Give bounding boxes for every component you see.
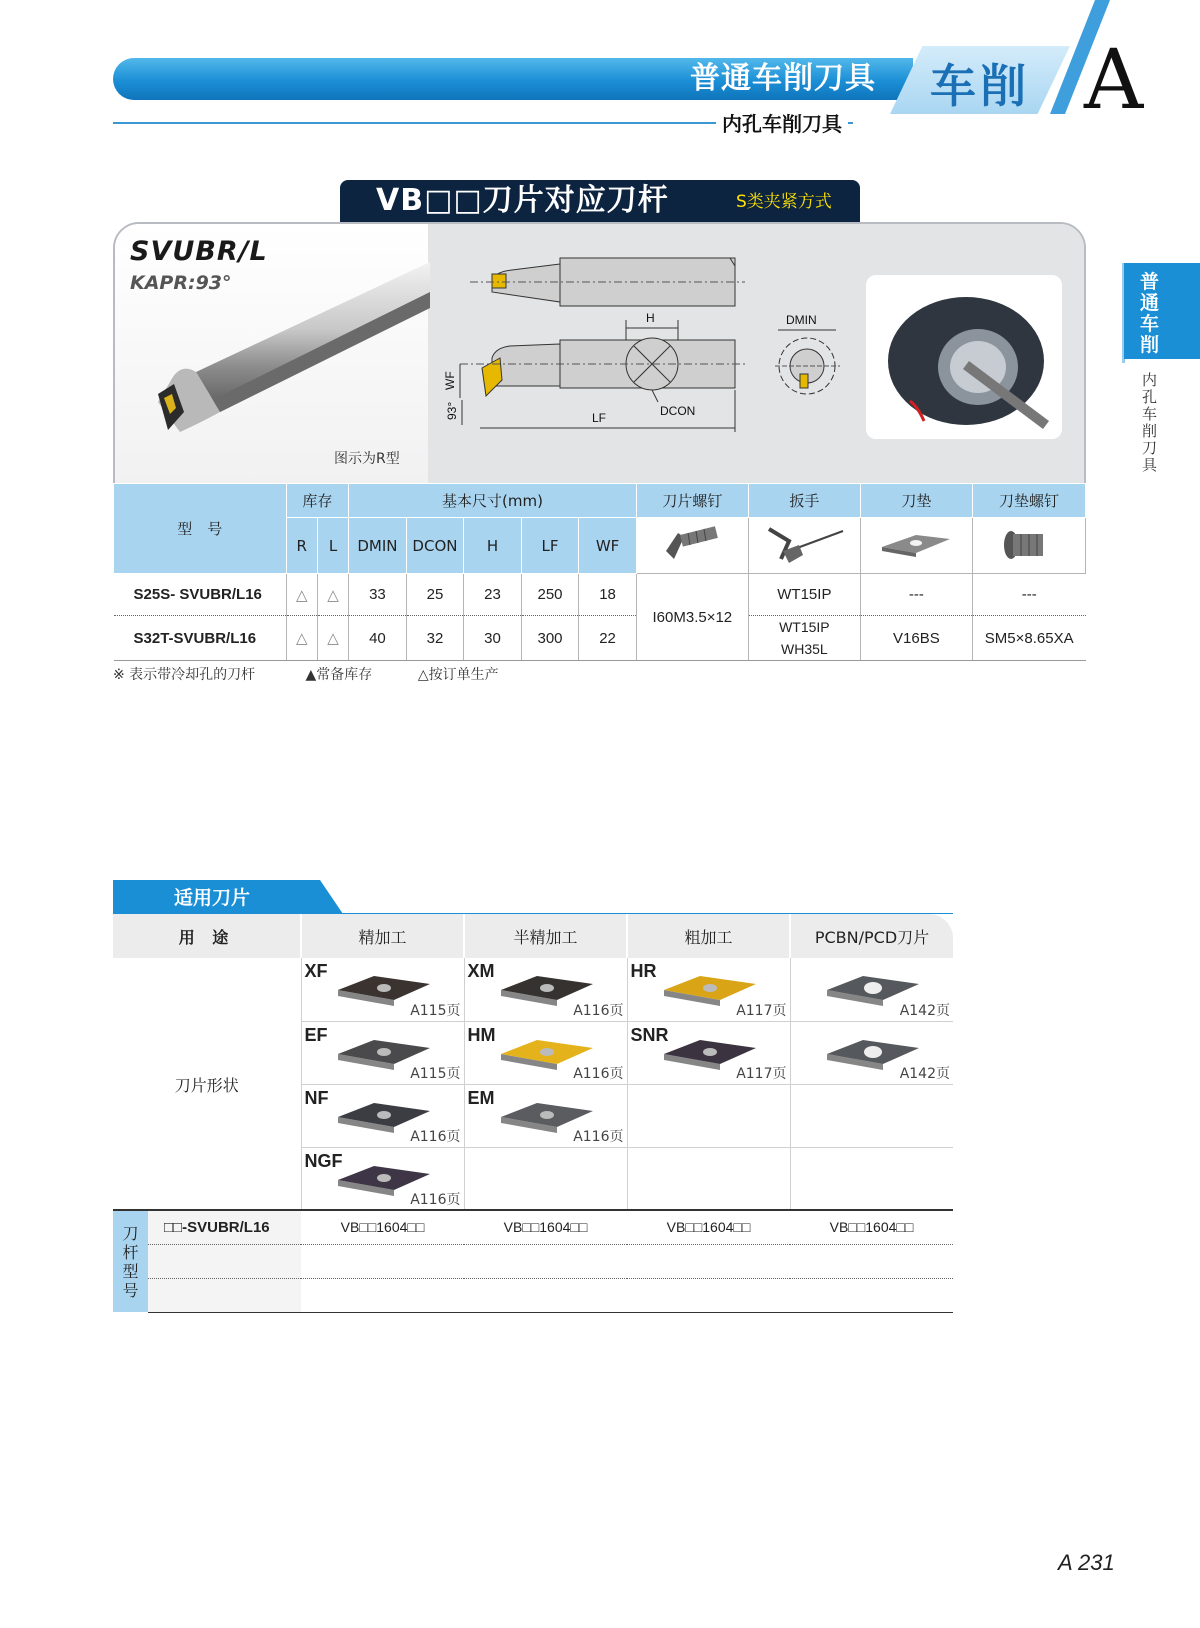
legend-coolant: ※ 表示带冷却孔的刀杆	[113, 667, 256, 683]
insert-cell[interactable]	[464, 958, 627, 1021]
holder-label-text: 刀杆型号	[122, 1223, 139, 1300]
dmin-drawing	[770, 308, 846, 408]
empty-cell	[790, 1147, 953, 1210]
insert-code: NF	[304, 1087, 329, 1108]
insert-code: HM	[467, 1024, 496, 1045]
insert-page-ref: A116页	[410, 1191, 461, 1208]
insert-page-ref: A116页	[573, 1128, 624, 1145]
screw-icon	[636, 518, 748, 574]
wrench-secondary: WH35L	[781, 641, 828, 657]
col-dmin: DMIN	[349, 518, 407, 574]
row-r: △	[286, 616, 317, 661]
row-lf: 250	[521, 574, 579, 616]
row-shim: V16BS	[860, 616, 972, 661]
insert-hole	[540, 984, 554, 992]
insert-hole	[703, 1048, 717, 1056]
legend-stock: ▲常备库存	[305, 667, 373, 683]
header-category: 普通车削刀具	[690, 61, 876, 96]
application-photo	[866, 275, 1062, 439]
insert-code: XM	[467, 961, 495, 981]
row-dcon: 25	[406, 574, 464, 616]
insert-code: NGF	[304, 1150, 343, 1171]
row-model: S25S- SVUBR/L16	[114, 574, 287, 616]
row-lf: 300	[521, 616, 579, 661]
insert-screw: I60M3.5×12	[636, 574, 748, 661]
row-wf: 18	[579, 574, 637, 616]
insert-cell[interactable]	[627, 958, 790, 1021]
insert-page-ref: A142页	[899, 1002, 950, 1019]
banner-clamp-type: S类夹紧方式	[736, 192, 832, 212]
col-finish: 精加工	[301, 914, 464, 958]
insert-hole	[377, 984, 391, 992]
holder-name-empty	[148, 1244, 301, 1278]
insert-hole	[540, 1048, 554, 1056]
insert-code: EF	[304, 1024, 328, 1045]
insert-page-ref: A117页	[736, 1065, 787, 1082]
legend-order: △按订单生产	[417, 667, 499, 683]
insert-page-ref: A116页	[573, 1065, 624, 1082]
model-kapr: KAPR:93°	[130, 272, 232, 294]
row-wf: 22	[579, 616, 637, 661]
holder-semi: VB□□1604□□	[464, 1210, 627, 1244]
insert-page-ref: A115页	[410, 1002, 461, 1019]
row-shim-screw: SM5×8.65XA	[972, 616, 1085, 661]
col-stock: 库存	[286, 484, 349, 518]
col-pcbn: PCBN/PCD刀片	[790, 914, 953, 958]
empty-cell	[790, 1084, 953, 1147]
row-model: S32T-SVUBR/L16	[114, 616, 287, 661]
col-shim-screw: 刀垫螺钉	[972, 484, 1085, 518]
insert-page-ref: A116页	[410, 1128, 461, 1145]
row-l: △	[317, 574, 348, 616]
wrench-icon	[748, 518, 860, 574]
header-subcategory: 内孔车削刀具	[716, 108, 848, 137]
table-row	[114, 574, 1086, 616]
insert-hole	[864, 1046, 882, 1058]
row-wrench	[748, 616, 860, 661]
page-number: A 231	[1058, 1550, 1115, 1575]
insert-cell[interactable]	[301, 1147, 464, 1210]
empty-cell	[464, 1147, 627, 1210]
col-model: 型 号	[114, 484, 287, 574]
insert-cell[interactable]	[301, 958, 464, 1021]
inserts-table	[113, 914, 953, 1211]
insert-cell[interactable]	[790, 1021, 953, 1084]
col-dcon: DCON	[406, 518, 464, 574]
shim-screw-icon	[972, 518, 1085, 574]
side-tab-label[interactable]: 普通车削	[1140, 271, 1160, 356]
holder-row	[113, 1278, 953, 1312]
dim-dmin: DMIN	[786, 313, 817, 327]
col-h: H	[464, 518, 522, 574]
holder-label	[113, 1210, 148, 1312]
insert-code: HR	[630, 961, 657, 981]
insert-hole	[377, 1048, 391, 1056]
inserts-title: 适用刀片	[174, 887, 251, 909]
photo-note: 图示为R型	[334, 451, 400, 467]
insert-page-ref: A116页	[573, 1002, 624, 1019]
row-shim: ---	[860, 574, 972, 616]
dim-lf: LF	[592, 411, 607, 425]
col-semi-finish: 半精加工	[464, 914, 627, 958]
spec-table	[113, 483, 1086, 661]
insert-hole	[864, 982, 882, 994]
insert-cell[interactable]	[627, 1021, 790, 1084]
insert-cell[interactable]	[464, 1021, 627, 1084]
insert-page-ref: A117页	[736, 1002, 787, 1019]
col-shim: 刀垫	[860, 484, 972, 518]
col-wrench: 扳手	[748, 484, 860, 518]
dim-angle: 93°	[445, 401, 459, 420]
row-dmin: 33	[349, 574, 407, 616]
table-row	[114, 616, 1086, 661]
section-letter: A	[1084, 33, 1144, 128]
col-rough: 粗加工	[627, 914, 790, 958]
shim-icon	[860, 518, 972, 574]
holder-row	[113, 1210, 953, 1244]
row-h: 23	[464, 574, 522, 616]
holder-name-empty	[148, 1278, 301, 1312]
insert-cell[interactable]	[301, 1084, 464, 1147]
row-shim-screw: ---	[972, 574, 1085, 616]
holder-row	[113, 1244, 953, 1278]
insert-cell[interactable]	[464, 1084, 627, 1147]
insert-hole	[377, 1174, 391, 1182]
insert-code: XF	[304, 961, 328, 981]
col-l: L	[317, 518, 348, 574]
holder-empty	[301, 1278, 953, 1312]
row-dmin: 40	[349, 616, 407, 661]
holder-pcbn: VB□□1604□□	[790, 1210, 953, 1244]
header-tab[interactable]: 车削	[930, 59, 1030, 113]
col-r: R	[286, 518, 317, 574]
insert-hole	[540, 1111, 554, 1119]
col-basic-dims: 基本尺寸(mm)	[349, 484, 637, 518]
insert-cell[interactable]	[790, 958, 953, 1021]
row-l: △	[317, 616, 348, 661]
insert-hole	[703, 984, 717, 992]
tool-drawing	[440, 250, 760, 450]
shape-label: 刀片形状	[113, 958, 301, 1210]
empty-cell	[627, 1147, 790, 1210]
row-dcon: 32	[406, 616, 464, 661]
insert-cell[interactable]	[301, 1021, 464, 1084]
col-lf: LF	[521, 518, 579, 574]
row-h: 30	[464, 616, 522, 661]
legend	[113, 664, 499, 684]
holder-finish: VB□□1604□□	[301, 1210, 464, 1244]
insert-hole	[377, 1111, 391, 1119]
dim-dcon: DCON	[660, 404, 696, 418]
dim-wf: WF	[443, 371, 457, 390]
row-r: △	[286, 574, 317, 616]
col-wf: WF	[579, 518, 637, 574]
wrench-primary: WT15IP	[779, 619, 830, 635]
holder-name[interactable]: □□-SVUBR/L16	[148, 1210, 301, 1244]
insert-code: SNR	[630, 1024, 669, 1045]
holder-empty	[301, 1244, 953, 1278]
insert-page-ref: A115页	[410, 1065, 461, 1082]
insert-page-ref: A142页	[899, 1065, 950, 1082]
row-wrench: WT15IP	[748, 574, 860, 616]
holder-table	[113, 1209, 953, 1313]
col-use: 用 途	[113, 914, 301, 958]
dim-h: H	[646, 311, 655, 325]
col-insert-screw: 刀片螺钉	[636, 484, 748, 518]
empty-cell	[627, 1084, 790, 1147]
model-name: SVUBR/L	[130, 236, 268, 267]
insert-code: EM	[467, 1087, 495, 1108]
side-tab-sub: 内孔车削刀具	[1142, 371, 1158, 474]
banner-title: VB□□刀片对应刀杆	[376, 183, 669, 218]
holder-rough: VB□□1604□□	[627, 1210, 790, 1244]
